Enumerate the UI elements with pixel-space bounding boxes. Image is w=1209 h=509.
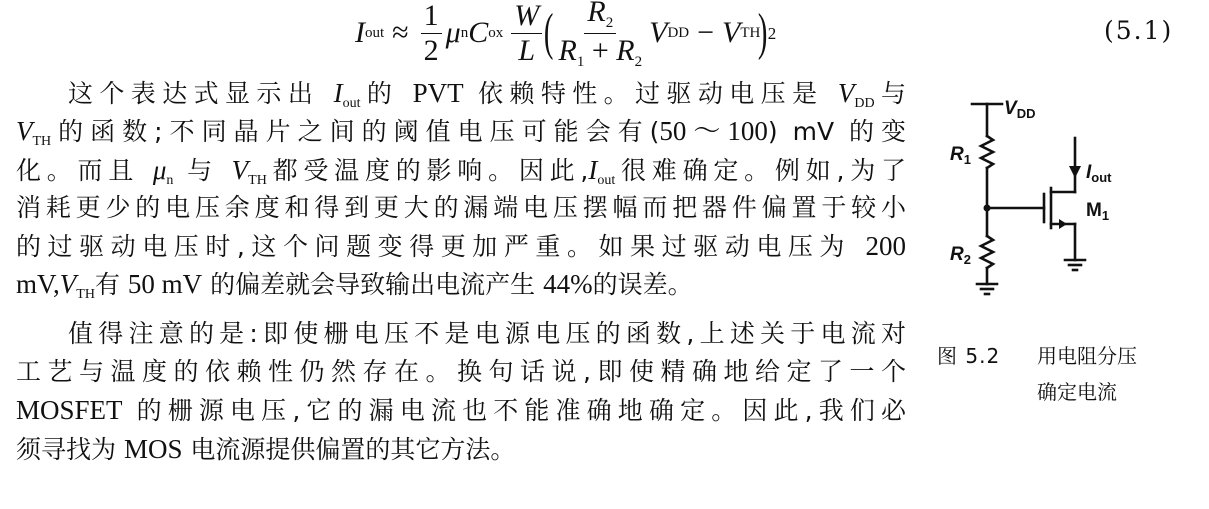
m1-label: $M_1$ xyxy=(1086,200,1110,223)
iout-arrow-icon xyxy=(1069,166,1081,178)
r2-resistor xyxy=(981,236,993,268)
caption-line-1: 用电阻分压 xyxy=(1037,344,1137,368)
paragraph-2-line-3: MOSFET 的栅源电压,它的漏电流也不能准确地确定。因此,我们必 xyxy=(16,395,906,426)
r2-label: $R_2$ xyxy=(950,244,971,267)
m1-source-arrow xyxy=(1059,219,1067,229)
vdd-label: $V_{DD}$ xyxy=(1004,98,1036,121)
paragraph-1-line-5: 的过驱动电压时,这个问题变得更加严重。如果过驱动电压为 200 xyxy=(16,231,906,262)
paragraph-2-line-2: 工艺与温度的依赖性仍然存在。换句话说,即使精确地给定了一个 xyxy=(16,357,906,387)
eq-half-fraction: $\frac{1}{2}$ xyxy=(421,1,442,66)
eq-divider-fraction: $\frac{R_2}{R_1 + R_2}$ xyxy=(556,0,646,70)
r1-label: $R_1$ xyxy=(950,144,971,167)
r1-resistor xyxy=(981,136,993,168)
eq-lhs-var: I xyxy=(355,16,365,49)
eq-approx: ≈ xyxy=(392,16,409,49)
iout-label: $I_{out}$ xyxy=(1086,162,1112,185)
paragraph-1-line-1: 这个表达式显示出 $I_{out}$的 PVT 依赖特性。过驱动电压是 $V_{DD}$与 xyxy=(68,78,906,111)
eq-vdd: V xyxy=(649,16,668,49)
eq-left-paren: ( xyxy=(544,4,554,61)
paragraph-2-line-1: 值得注意的是:即使栅电压不是电源电压的函数,上述关于电流对 xyxy=(68,318,906,348)
caption-line-2: 确定电流 xyxy=(1037,380,1117,404)
eq-wl-fraction: $\frac{W}{L}$ xyxy=(511,1,542,66)
paragraph-1-line-6: $mV,V_{TH}$有 50 mV 的偏差就会导致输出电流产生 44%的误差。 xyxy=(16,269,693,303)
eq-mu: μ xyxy=(445,16,461,49)
figure-5-2-circuit xyxy=(930,80,1170,310)
paragraph-1-line-3: 化。而且 $\mu_n$ 与 $V_{TH}$都受温度的影响。因此$,I_{out}$很难确定。例如,为了 xyxy=(16,154,906,188)
gate-node-dot xyxy=(984,205,991,212)
eq-exponent: 2 xyxy=(767,23,777,43)
circuit-diagram xyxy=(930,80,1170,310)
paragraph-1-line-2: $V_{TH}$的函数;不同晶片之间的阈值电压可能会有(50～100) mV 的变 xyxy=(16,116,906,150)
caption-number: 图 5.2 xyxy=(937,344,1001,368)
eq-right-paren: ) xyxy=(758,4,768,61)
eq-vth: V xyxy=(722,16,741,49)
eq-lhs-sub: out xyxy=(365,24,385,41)
equation-number: (5.1) xyxy=(1104,16,1174,45)
eq-minus: − xyxy=(697,16,715,49)
paragraph-2-line-4: 须寻找为 MOS 电流源提供偏置的其它方法。 xyxy=(16,433,516,464)
figure-caption xyxy=(937,338,1197,410)
eq-cox: C xyxy=(468,16,489,49)
paragraph-1-line-4: 消耗更少的电压余度和得到更大的漏端电压摆幅而把器件偏置于较小 xyxy=(16,192,906,222)
body-text xyxy=(16,74,906,468)
equation-5-1: I out ≈ $\frac{1}{2}$ μ n C ox $\frac{W}{L}$ ( $\frac{R_2}{R_1 + R_2}$ V DD − V TH ) 2 xyxy=(355,0,855,66)
